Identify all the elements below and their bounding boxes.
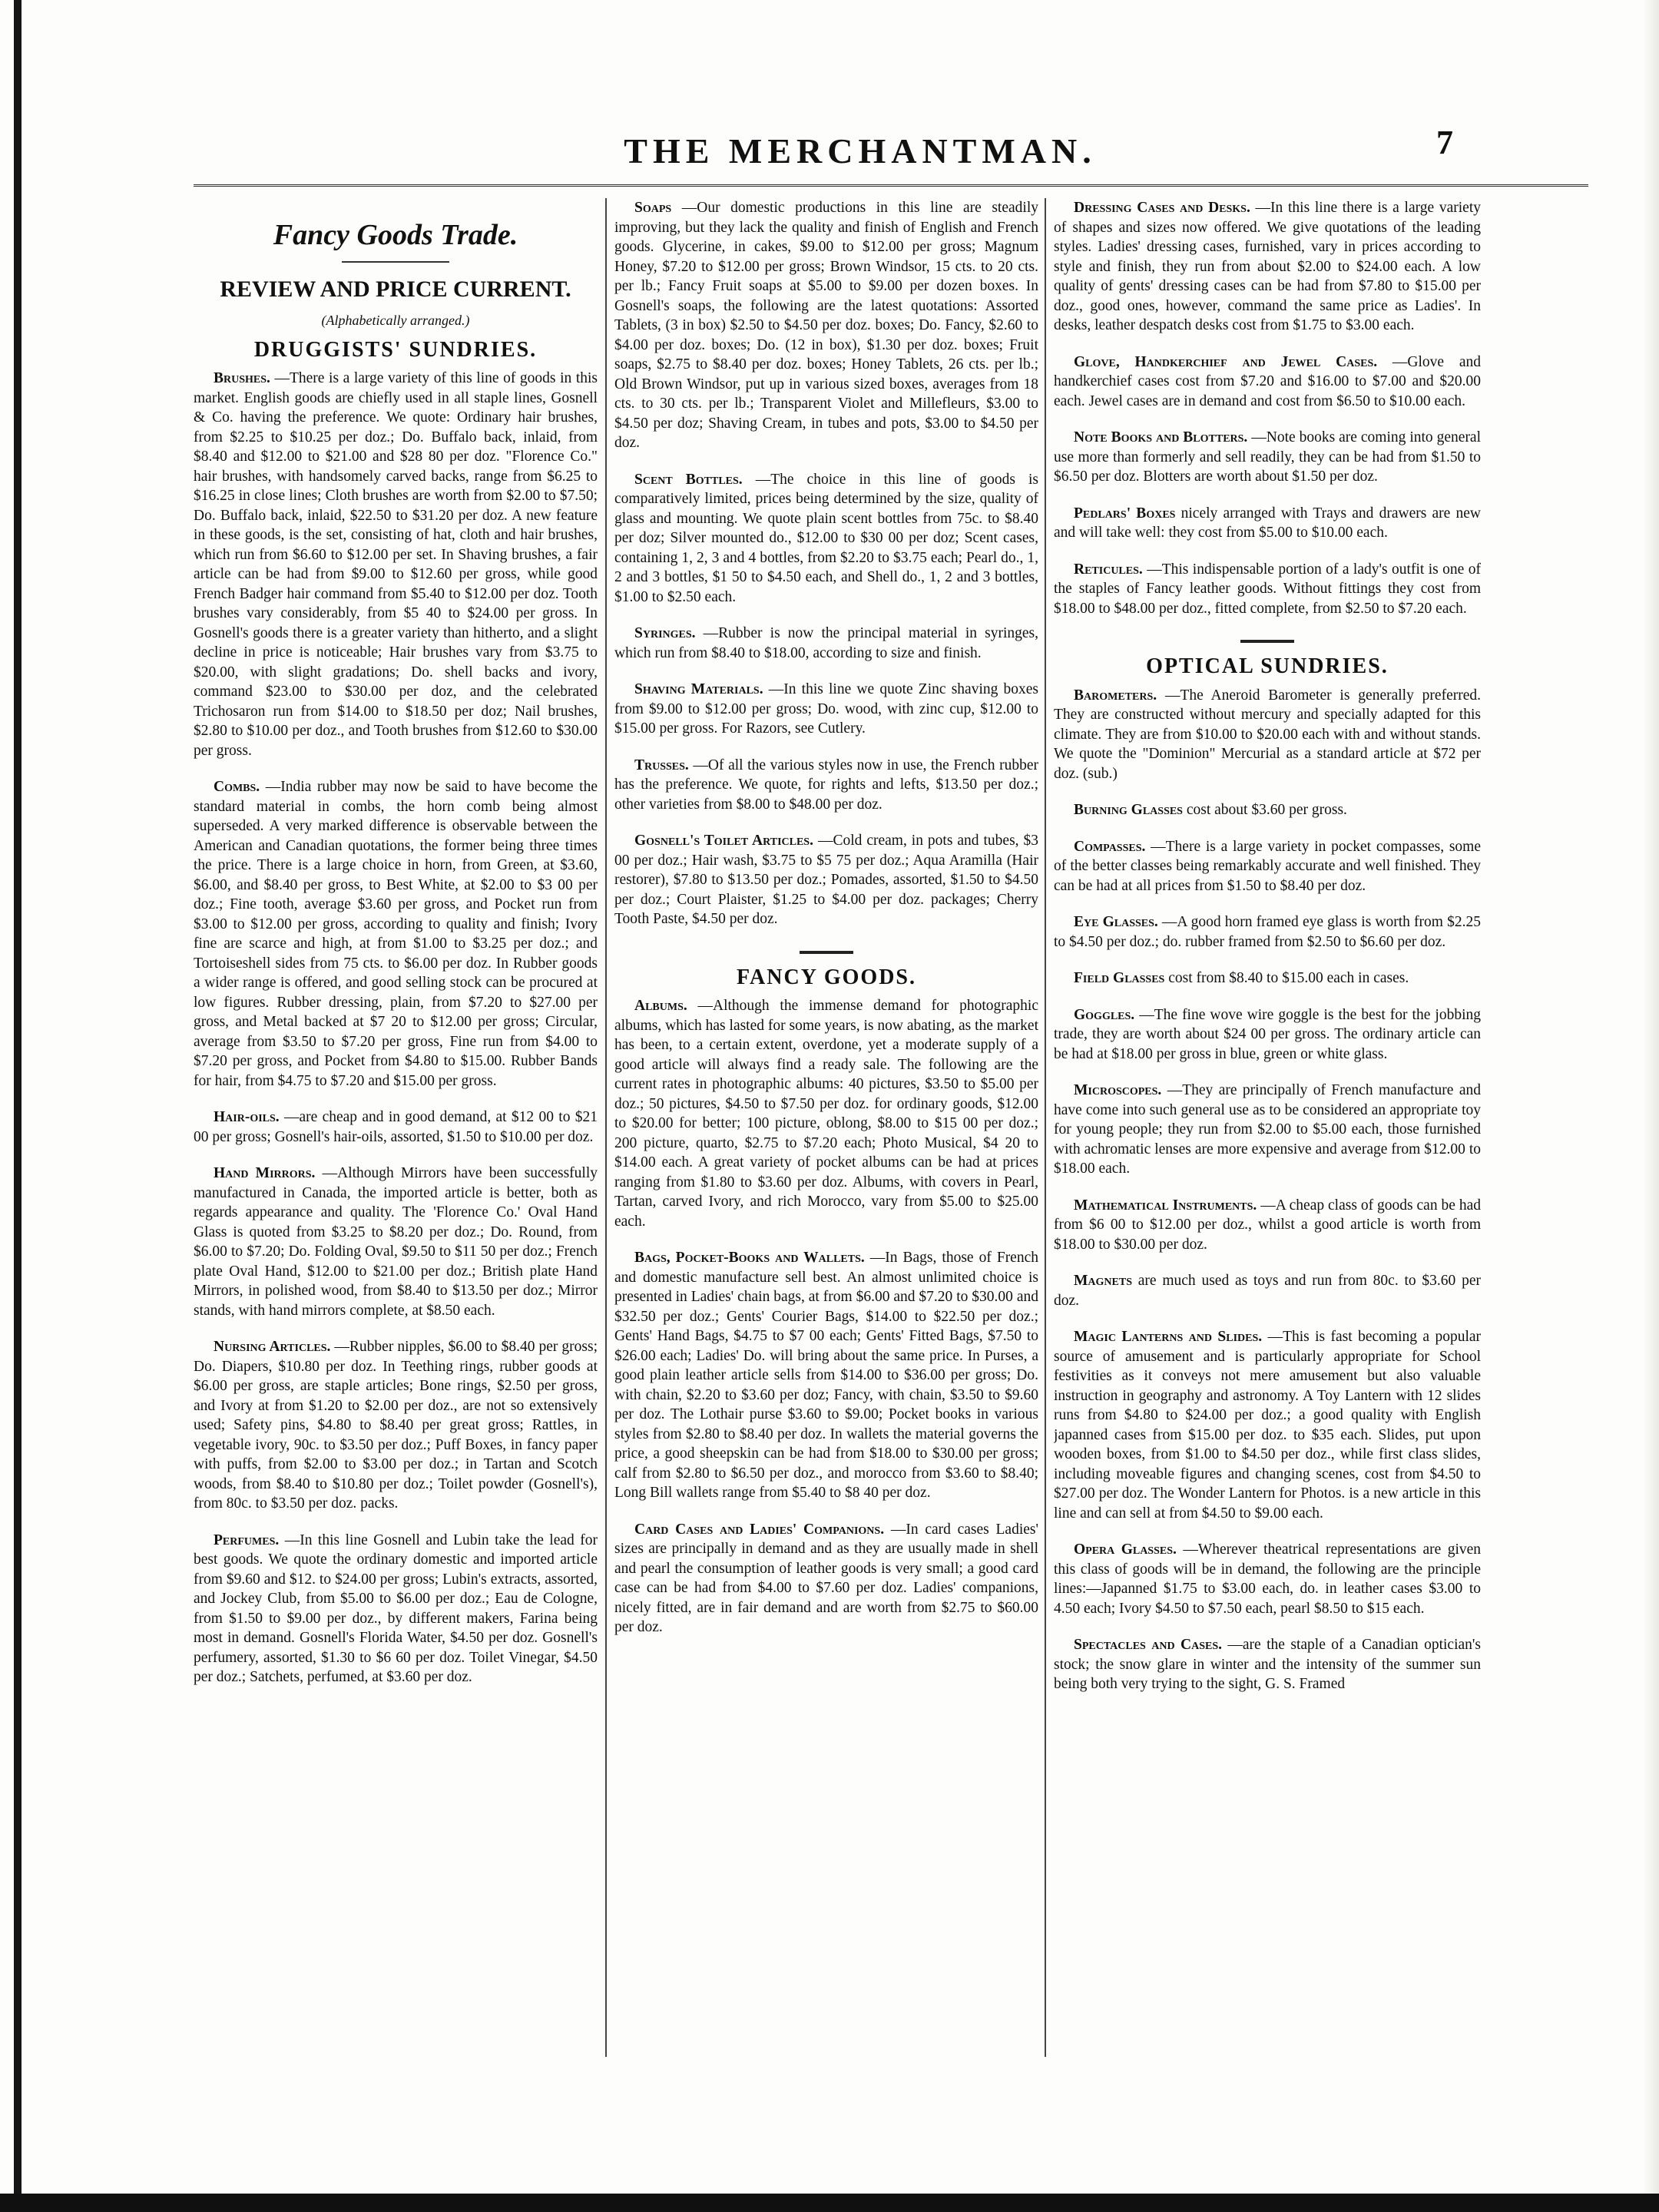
article-paragraph [194, 1337, 598, 1514]
paragraph-text: —The choice in this line of goods is comparatively limited, prices being determined by the size, quality of glass and mounting. We quote plain scent bottles from 75c. to $8.40 per doz; Silver mounted do., $12.00 to $30 00 per doz; Scent cases, containing 1, 2, 3 and 4 bottles, from $2.20 to $3.75 each; Pearl do., 1, 2 and 3 bottles, $1 50 to $4.50 each, and Shell do., 1, 2 and 3 bottles, $1.00 to $2.50 each. [614, 471, 1038, 605]
paragraph-text: nicely arranged with Trays and drawers are new and will take well: they cost from $5.00 to $10.00 each. [1054, 505, 1481, 541]
paragraph-text: —In this line there is a large variety of shapes and sizes now offered. We give quotations of the leading styles. Ladies' dressing cases, furnished, vary in prices according to style and finish, they run from about $2.00 to $24.00 each. A low quality of gents' dressing cases can be had from $7.80 to $15.00 per doz., good ones, however, command the same price as Ladies'. In desks, leather despatch desks cost from $1.75 to $3.00 each. [1054, 200, 1481, 333]
paragraph-text: cost from $8.40 to $15.00 each in cases. [1168, 970, 1409, 986]
paragraph-lead: Goggles. [1074, 1006, 1135, 1023]
paragraph-text: —are the staple of a Canadian optician's stock; the snow glare in winter and the intensity of the summer sun being both very trying to the sight, G. S. Framed [1054, 1637, 1481, 1692]
article-paragraph [614, 1520, 1038, 1637]
paragraph-text: —India rubber may now be said to have become the standard material in combs, the horn comb being almost superseded. A very marked difference is observable between the American and Canadian quotations, the former being three times the price. There is a large choice in horn, from Green, at $3.60, $6.00, and $8.40 per gross, to Best White, at $2.00 to $3 00 per doz.; Fine tooth, average $3.60 per gross, and Pocket run from $3.00 to $12.00 per gross, according to quality and finish; Ivory fine are scarce and high, at from $1.00 to $3.25 per doz.; and Tortoiseshell sides from 75 cts. to $6.00 per doz. In Rubber goods a wider range is offered, and good selling stock can be procured at low figures. Rubber dressing, plain, from $7.20 to $27.00 per gross, and Metal backed at $7 20 to $12.00 per gross; Circular, average from $3.50 to $7.20 per gross, Fine run from $4.00 to $7.20 per gross, and Pocket from $4.80 to $15.00. Rubber Bands for hair, from $4.75 to $7.20 and $15.00 per gross. [194, 779, 598, 1089]
article-paragraph [1054, 504, 1481, 543]
paragraph-lead: Barometers. [1074, 687, 1157, 704]
article-paragraph [614, 1248, 1038, 1503]
paragraph-text: —are cheap and in good demand, at $12 00 to $21 00 per gross; Gosnell's hair-oils, assorted, $1.50 to $10.00 per doz. [194, 1109, 598, 1145]
article-paragraph [194, 1108, 598, 1147]
paragraph-text: —They are principally of French manufacture and have come into such general use as to be considered an appropriate toy for young people; they run from $2.00 to $5.00 each, those furnished with achromatic lenses are more expensive and average from $12.00 to $18.00 each. [1054, 1082, 1481, 1177]
article-paragraph [1054, 1005, 1481, 1065]
column-1 [194, 198, 598, 2164]
article-paragraph [1054, 1327, 1481, 1523]
article-list [1054, 198, 1481, 618]
article-paragraph [1054, 912, 1481, 952]
page-number: 7 [1436, 124, 1453, 161]
column-2 [614, 198, 1038, 2164]
paragraph-text: cost about $3.60 per gross. [1186, 802, 1347, 818]
paragraph-text: are much used as toys and run from 80c. to $3.60 per doz. [1054, 1273, 1481, 1309]
article-paragraph [614, 470, 1038, 608]
paragraph-lead: Microscopes. [1074, 1082, 1162, 1098]
paragraph-lead: Eye Glasses. [1074, 914, 1158, 930]
paragraph-text: —Cold cream, in pots and tubes, $3 00 per doz.; Hair wash, $3.75 to $5 75 per doz.; Aqua Aramilla (Hair restorer), $7.80 to $13.50 per doz.; Pomades, assorted, $1.50 to $4.50 per doz.; Court Plaister, $1.25 to $4.00 per doz. packages; Cherry Tooth Paste, $4.50 per doz. [614, 833, 1038, 927]
paragraph-lead: Glove, Handkerchief and Jewel Cases. [1074, 353, 1378, 370]
article-paragraph [614, 756, 1038, 815]
article-list [194, 369, 598, 1687]
section-head-optical: OPTICAL SUNDRIES. [1146, 654, 1389, 678]
article-paragraph [194, 777, 598, 1091]
article-paragraph [194, 369, 598, 760]
paragraph-lead: Spectacles and Cases. [1074, 1637, 1222, 1653]
article-list [1054, 686, 1481, 1694]
scan-bottom-edge [0, 2194, 1659, 2212]
paragraph-lead: Field Glasses [1074, 970, 1165, 986]
arranged-note: (Alphabetically arranged.) [321, 313, 470, 328]
divider [800, 951, 853, 954]
scan-right-shade [1642, 0, 1659, 2212]
article-list [614, 198, 1038, 929]
column-3 [1054, 198, 1481, 2164]
paragraph-text: —In card cases Ladies' sizes are principally in demand and as they are usually made in shell and pearl the consumption of leather goods is very small; a good card case can be had from $4.00 to $7.60 per doz. Ladies' companions, nicely fitted, are in fair demand and are worth from $2.75 to $60.00 per doz. [614, 1521, 1038, 1635]
divider [342, 261, 449, 263]
paragraph-lead: Scent Bottles. [634, 471, 743, 488]
article-paragraph [1054, 1635, 1481, 1694]
article-paragraph [614, 198, 1038, 453]
paragraph-text: —Rubber is now the principal material in syringes, which run from $8.40 to $18.00, according to size and finish. [614, 625, 1038, 661]
paragraph-text: —A cheap class of goods can be had from $6 00 to $12.00 per doz., whilst a good article is worth from $18.00 to $30.00 per doz. [1054, 1197, 1481, 1253]
paragraph-lead: Note Books and Blotters. [1074, 429, 1248, 445]
running-head: THE MERCHANTMAN. [624, 131, 1097, 171]
paragraph-lead: Compasses. [1074, 838, 1146, 855]
section-head-druggists: DRUGGISTS' SUNDRIES. [253, 337, 538, 362]
paragraph-lead: Pedlars' Boxes [1074, 505, 1176, 522]
paragraph-text: —Although the immense demand for photographic albums, which has lasted for some years, is now abating, as the market has been, to a certain extent, overdone, yet a moderate supply of a good article will always find a ready sale. The following are the current rates in photographic albums: 40 pictures, $3.50 to $5.00 per doz.; 50 pictures, $4.50 to $7.50 per doz. for ordinary goods, $12.00 to $20.00 for better; 100 picture, oblong, $8.00 to $15 00 per doz.; 200 picture, quarto, $2.75 to $7.20 each; Photo Musical, $4 20 to $14.00 each. A great variety of pocket albums can be had at prices ranging from $1.80 to $3.60 per doz. Albums, with covers in Pearl, Tartan, carved Ivory, and rich Morocco, vary from $5.00 to $25.00 each. [614, 998, 1038, 1230]
paragraph-text: —Note books are coming into general use more than formerly and sell readily, they can be had from $1.50 to $6.50 per doz. Blotters are worth about $1.50 per doz. [1054, 429, 1481, 485]
paragraph-text: —Wherever theatrical representations are given this class of goods will be in demand, the following are the principle lines:—Japanned $1.75 to $3.00 each, do. in leather cases $3.00 to 4.50 each; Ivory $4.50 to $7.50 each, pearl $8.50 to $15 each. [1054, 1541, 1481, 1617]
paragraph-text: —Although Mirrors have been successfully manufactured in Canada, the imported article is better, both as regards appearance and quality. The 'Florence Co.' Oval Hand Glass is quoted from $3.25 to $8.20 per doz.; Do. Round, from $6.00 to $7.20; Do. Folding Oval, $9.50 to $11 50 per doz.; French plate Oval Hand, $12.00 to $21.00 per doz.; British plate Hand Mirrors, in polished wood, from $8.40 to $13.50 per doz.; Mirror stands, with hand mirrors complete, at $8.50 each. [194, 1165, 598, 1319]
paragraph-lead: Dressing Cases and Desks. [1074, 200, 1250, 216]
paragraph-text: —In Bags, those of French and domestic manufacture sell best. An almost unlimited choice is presented in Ladies' chain bags, at from $6.00 and $7.20 to $30.00 and $32.50 per doz.; Gents' Courier Bags, $14.00 to $22.50 per doz.; Gents' Hand Bags, $4.75 to $7 00 each; Gents' Fitted Bags, $7.50 to $26.00 each; Ladies' Do. will bring about the same price. In Purses, a good plain leather article sells from $14.00 to $36.00 per gross; Do. with chain, $2.20 to $3.60 per doz; Fancy, with chain, $3.50 to $9.60 per doz. The Lothair purse $3.60 to $9.00; Pocket books in various styles from $2.80 to $8.40 per doz. In wallets the material governs the price, a good sheepskin can be had from $18.00 to $30.00 per gross; calf from $2.80 to $6.50 per doz., and morocco from $3.60 to $8.40; Long Bill wallets range from $5.40 to $8 40 per doz. [614, 1250, 1038, 1501]
article-paragraph [1054, 353, 1481, 412]
article-paragraph [614, 831, 1038, 929]
paragraph-lead: Trusses. [634, 757, 689, 773]
article-paragraph [1054, 837, 1481, 896]
paragraph-text: —There is a large variety in pocket compasses, some of the better classes being remarkably accurate and well finished. They can be had at all prices from $1.50 to $8.40 per doz. [1054, 838, 1481, 894]
article-paragraph [614, 624, 1038, 663]
paragraph-lead: Mathematical Instruments. [1074, 1197, 1257, 1214]
paragraph-text: —Of all the various styles now in use, the French rubber has the preference. We quote, for rights and lefts, $13.50 per doz.; other varieties from $8.00 to $48.00 per doz. [614, 757, 1038, 813]
paragraph-lead: Soaps [634, 200, 672, 216]
article-paragraph [194, 1164, 598, 1320]
article-paragraph [1054, 1540, 1481, 1618]
article-paragraph [1054, 428, 1481, 487]
paragraph-lead: Gosnell's Toilet Articles. [634, 833, 813, 849]
paragraph-lead: Albums. [634, 998, 687, 1014]
paragraph-lead: Card Cases and Ladies' Companions. [634, 1521, 885, 1538]
article-paragraph [1054, 969, 1481, 988]
article-paragraph [614, 680, 1038, 739]
article-paragraph [1054, 560, 1481, 619]
paragraph-text: —Rubber nipples, $6.00 to $8.40 per gross; Do. Diapers, $10.80 per doz. In Teething rings, rubber goods at $6.00 per gross, are staple articles; Bone rings, $2.50 per gross, and Ivory at from $1.20 to $2.00 per doz., are not so extensively used; Safety pins, $4.80 to $8.40 per great gross; Rattles, in vegetable ivory, 90c. to $3.50 per doz.; Puff Boxes, in fancy paper with puffs, from $2.00 to $3.00 per doz.; in Tartan and Scotch woods, from $8.40 to $10.80 per doz.; Toilet powder (Gosnell's), from 80c. to $3.50 per doz. packs. [194, 1339, 598, 1512]
paragraph-text: —In this line Gosnell and Lubin take the lead for best goods. We quote the ordinary domestic and imported article from $9.60 and $12. to $24.00 per gross; Lubin's extracts, assorted, and Jockey Club, from $5.00 to $6.00 per doz.; Eau de Cologne, from $1.50 to $9.00 per doz., by different makers, Farina being most in demand. Gosnell's Florida Water, $4.50 per doz. Gosnell's perfumery, assorted, $1.30 to $6 60 per doz. Toilet Vinegar, $4.50 per doz.; Satchets, perfumed, at $3.60 per doz. [194, 1532, 598, 1685]
paragraph-lead: Nursing Articles. [214, 1339, 331, 1355]
review-title: REVIEW AND PRICE CURRENT. [220, 276, 571, 302]
paragraph-text: —The Aneroid Barometer is generally preferred. They are constructed without mercury and specially adapted for this climate. They are from $10.00 to $20.00 each with and without stands. We quote the "Dominion" Mercurial as a standard article at $72 per doz. (sub.) [1054, 687, 1481, 782]
paragraph-text: —There is a large variety of this line of goods in this market. English goods are chiefly used in all staple lines, Gosnell & Co. having the preference. We quote: Ordinary hair brushes, from $2.25 to $10.25 per doz.; Do. Buffalo back, inlaid, from $8.40 and $12.00 to $21.00 and $28 80 per doz. "Florence Co." hair brushes, with handsomely carved backs, range from $6.25 to $16.25 in close lines; Cloth brushes are worth from $2.00 to $7.50; Do. Buffalo back, inlaid, $22.50 to $31.20 per doz. A new feature in these goods, is the set, consisting of hat, cloth and hair brushes, which run from $6.60 to $12.00 per set. In Shaving brushes, a fair article can be had from $9.00 to $12.60 per gross, while good French Badger hair command from $5.40 to $12.00 per doz. Tooth brushes vary considerably, from $5 40 to $24.00 per gross. In Gosnell's goods there is a greater variety than hitherto, and a slight decline in price is noticeable; Hair brushes vary from $3.75 to $20.00, with slight gradations; Do. shell backs and ivory, command $23.00 to $30.00 per doz, and the celebrated Trichosaron run from $14.00 to $18.50 per doz; Nail brushes, $2.80 to $10.00 per doz., and Tooth brushes from $12.60 to $30.00 per gross. [194, 370, 598, 759]
column-rule [605, 198, 607, 2057]
paragraph-text: —This indispensable portion of a lady's outfit is one of the staples of Fancy leather goods. Without fittings they cost from $18.00 to $48.00 per doz., fitted complete, from $2.50 to $7.20 each. [1054, 561, 1481, 617]
paragraph-lead: Shaving Materials. [634, 681, 763, 697]
column-rule [1045, 198, 1046, 2057]
paragraph-lead: Opera Glasses. [1074, 1541, 1177, 1558]
paragraph-lead: Burning Glasses [1074, 802, 1183, 818]
paragraph-lead: Hand Mirrors. [214, 1165, 316, 1181]
paragraph-text: —In this line we quote Zinc shaving boxes from $9.00 to $12.00 per gross; Do. wood, with zinc cup, $12.00 to $15.00 per gross. For Razors, see Cutlery. [614, 681, 1038, 737]
divider [1240, 640, 1294, 643]
article-list [614, 996, 1038, 1637]
paragraph-lead: Syringes. [634, 625, 696, 641]
paragraph-text: —This is fast becoming a popular source of amusement and is particularly appropriate for School festivities as it conveys not mere amusement but also valuable instruction in geography and astronomy. A Toy Lantern with 12 slides runs from $4.80 to $24.00 per doz.; a good quality with English japanned cases from $15.00 per doz. to $35 each. Slides, put upon wooden boxes, from $1.00 to $4.50 per doz., while first class slides, including moveable figures and changing scenes, cost from $4.50 to $27.00 per doz. The Wonder Lantern for Photos. is a new article in this line and can sell at from $4.50 to $9.00 each. [1054, 1329, 1481, 1522]
paragraph-lead: Brushes. [214, 370, 270, 386]
paragraph-text: —A good horn framed eye glass is worth from $2.25 to $4.50 per doz.; do. rubber framed from $2.50 to $6.60 per doz. [1054, 914, 1481, 950]
paragraph-text: —Glove and handkerchief cases cost from $7.20 and $16.00 to $7.00 and $20.00 each. Jewel cases are in demand and cost from $6.50 to $10.00 each. [1054, 353, 1481, 409]
paragraph-text: —Our domestic productions in this line are steadily improving, but they lack the quality and finish of English and French goods. Glycerine, in cakes, $9.00 to $12.00 per gross; Magnum Honey, $7.20 to $12.00 per gross; Brown Windsor, 15 cts. to 20 cts. per lb.; Fancy Fruit soaps at $5.00 to $9.00 per dozen boxes. In Gosnell's soaps, the following are the latest quotations: Assorted Tablets, (3 in box) $2.50 to $4.50 per doz. boxes; Do. Fancy, $2.60 to $4.00 per doz. boxes; Do. (12 in box), $1.30 per doz. boxes; Fruit soaps, $2.75 to $8.40 per doz. boxes; Honey Tablets, 26 cts. per lb.; Old Brown Windsor, put up in various sized boxes, averages from 18 cts. to 30 cts. per lb.; Transparent Violet and Millefleurs, $3.00 to $4.50 per doz; Shaving Cream, in tubes and pots, $3.00 to $4.50 per doz. [614, 200, 1038, 451]
paragraph-lead: Reticules. [1074, 561, 1143, 578]
trade-title: Fancy Goods Trade. [273, 219, 518, 251]
paragraph-lead: Combs. [214, 779, 260, 795]
article-paragraph [1054, 800, 1481, 820]
article-paragraph [614, 996, 1038, 1231]
paragraph-text: —The fine wove wire goggle is the best for the jobbing trade, they are worth about $24 00 per gross. The ordinary article can be had at $18.00 per gross in blue, green or white glass. [1054, 1006, 1481, 1062]
article-paragraph [1054, 198, 1481, 336]
paragraph-lead: Bags, Pocket-Books and Wallets. [634, 1250, 865, 1266]
paragraph-lead: Magic Lanterns and Slides. [1074, 1329, 1263, 1345]
section-head-fancy-goods: FANCY GOODS. [737, 965, 916, 989]
article-paragraph [1054, 1081, 1481, 1179]
paragraph-lead: Perfumes. [214, 1532, 280, 1548]
article-paragraph [1054, 686, 1481, 784]
scan-left-edge [14, 0, 22, 2212]
paragraph-lead: Hair-oils. [214, 1109, 280, 1125]
article-paragraph [194, 1531, 598, 1687]
article-paragraph [1054, 1271, 1481, 1310]
paragraph-lead: Magnets [1074, 1273, 1132, 1289]
header-rule [194, 184, 1588, 187]
article-paragraph [1054, 1196, 1481, 1255]
